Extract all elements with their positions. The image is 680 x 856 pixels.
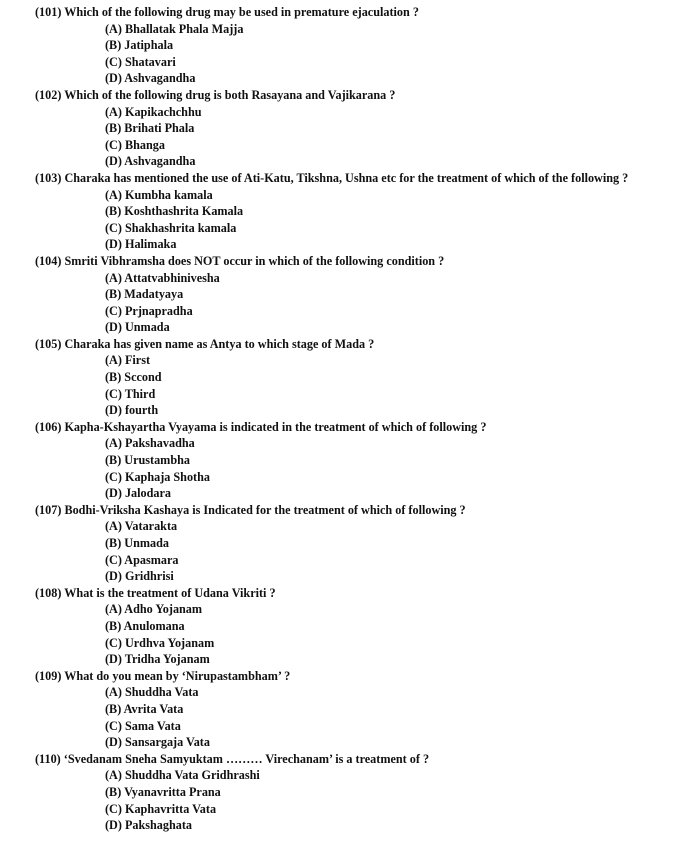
question-text: Smriti Vibhramsha does NOT occur in which of the following condition ? (64, 253, 445, 268)
answer-option: (D) Jalodara (105, 486, 172, 501)
question-number: (108) (35, 585, 62, 600)
answer-option: (D) Gridhrisi (105, 569, 174, 584)
answer-option: (D) Ashvagandha (105, 71, 196, 86)
answer-option: (B) Koshthashrita Kamala (105, 204, 244, 219)
question-text: Charaka has mentioned the use of Ati-Katu, Tikshna, Ushna etc for the treatment of which of the following ? (64, 170, 629, 185)
question-block (0, 336, 680, 419)
answer-option: (B) Vyanavritta Prana (105, 784, 221, 799)
question-number: (103) (35, 170, 62, 185)
question-line (0, 502, 680, 519)
question-text: What is the treatment of Udana Vikriti ? (64, 585, 276, 600)
question-block (0, 87, 680, 170)
question-block (0, 502, 680, 585)
question-block (0, 4, 680, 87)
question-line (0, 585, 680, 602)
answer-option: (A) Bhallatak Phala Majja (105, 21, 244, 36)
question-number: (106) (35, 419, 62, 434)
answer-option: (A) Attatvabhinivesha (105, 270, 220, 285)
question-block (0, 751, 680, 834)
answer-option: (B) Unmada (105, 536, 169, 550)
question-number: (104) (35, 253, 62, 268)
answer-option: (C) Urdhva Yojanam (105, 635, 215, 650)
answer-option: (C) Kaphaja Shotha (105, 469, 210, 484)
answer-option: (A) Adho Yojanam (105, 602, 203, 617)
question-number: (109) (35, 668, 62, 683)
answer-option: (C) Bhanga (105, 137, 165, 152)
question-text: Which of the following drug may be used in premature ejaculation ? (64, 5, 419, 19)
question-number: (101) (35, 5, 62, 19)
answer-option: (D) Pakshaghata (105, 818, 193, 833)
answer-option: (A) Shuddha Vata (105, 685, 199, 700)
answer-option: (B) Urustambha (105, 453, 190, 468)
question-number: (102) (35, 87, 62, 102)
answer-option: (A) Vatarakta (105, 519, 178, 534)
question-line (0, 4, 680, 21)
question-block (0, 170, 680, 253)
question-line (0, 87, 680, 104)
question-sheet (0, 4, 680, 834)
answer-option: (A) Kapikachchhu (105, 104, 202, 119)
answer-option: (B) Anulomana (105, 618, 185, 633)
answer-option: (B) Brihati Phala (105, 121, 195, 136)
question-block (0, 585, 680, 668)
question-number: (105) (35, 336, 62, 351)
question-line (0, 170, 680, 187)
question-number: (110) (35, 751, 61, 766)
answer-option: (C) Third (105, 386, 156, 401)
question-text: What do you mean by ‘Nirupastambham’ ? (64, 668, 291, 683)
answer-option: (D) Ashvagandha (105, 154, 196, 169)
answer-option: (A) First (105, 353, 151, 368)
answer-option: (A) Kumbha kamala (105, 187, 213, 202)
answer-option: (B) Jatiphala (105, 38, 174, 53)
question-text: Charaka has given name as Antya to which stage of Mada ? (64, 336, 375, 351)
answer-option: (D) Tridha Yojanam (105, 652, 210, 667)
answer-option: (D) Halimaka (105, 237, 177, 252)
answer-option: (C) Shakhashrita kamala (105, 220, 237, 235)
question-text: ‘Svedanam Sneha Samyuktam ……… Virechanam’ is a treatment of ? (63, 751, 430, 766)
question-text: Kapha-Kshayartha Vyayama is indicated in the treatment of which of following ? (64, 419, 487, 434)
question-text: Bodhi-Vriksha Kashaya is Indicated for the treatment of which of following ? (64, 502, 466, 517)
answer-option: (C) Prjnapradha (105, 303, 193, 318)
answer-option: (C) Sama Vata (105, 718, 181, 733)
question-number: (107) (35, 502, 62, 517)
answer-option: (C) Kaphavritta Vata (105, 801, 217, 816)
answer-option: (D) Unmada (105, 320, 170, 335)
question-line (0, 336, 680, 353)
answer-option: (B) Avrita Vata (105, 701, 184, 716)
answer-option: (C) Apasmara (105, 552, 179, 567)
answer-option: (C) Shatavari (105, 54, 176, 69)
answer-option: (B) Sccond (105, 370, 162, 385)
question-block (0, 419, 680, 502)
question-line (0, 419, 680, 436)
answer-option: (D) Sansargaja Vata (105, 735, 210, 750)
question-block (0, 668, 680, 751)
question-line (0, 253, 680, 270)
question-line (0, 751, 680, 768)
answer-option: (A) Shuddha Vata Gridhrashi (105, 768, 260, 783)
question-block (0, 253, 680, 336)
answer-option: (A) Pakshavadha (105, 436, 195, 451)
answer-option: (B) Madatyaya (105, 287, 184, 302)
question-line (0, 668, 680, 685)
answer-option: (D) fourth (105, 403, 159, 418)
question-text: Which of the following drug is both Rasayana and Vajikarana ? (64, 87, 396, 102)
